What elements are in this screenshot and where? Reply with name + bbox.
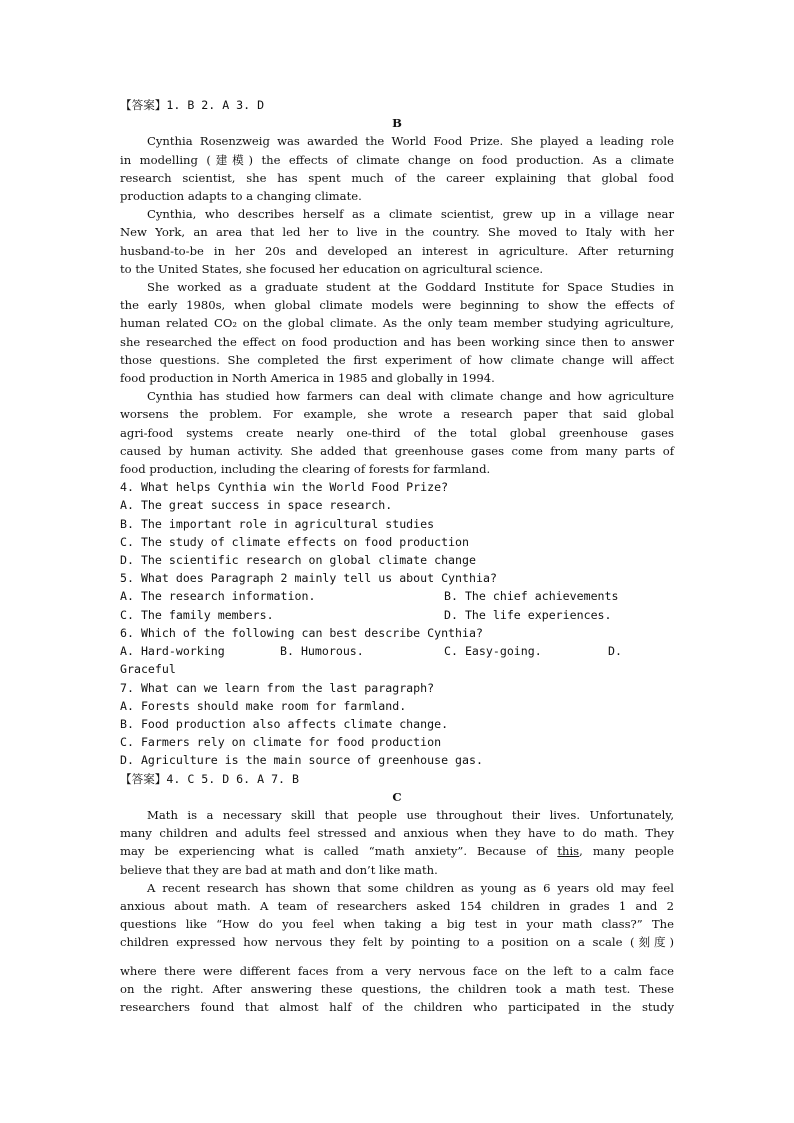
section-heading-c: C [392, 789, 402, 804]
text-line: human related CO₂ on the global climate. As the only team member studying agriculture, [120, 316, 674, 331]
text-line: anxious about math. A team of researchers asked 154 children in grades 1 and 2 [120, 898, 674, 913]
option-c: C. The study of climate effects on food production [120, 534, 470, 549]
option-c: C. Easy-going. [444, 644, 542, 659]
option-b: B. Food production also affects climate change. [120, 716, 449, 731]
passage-b-paragraph-1 [120, 132, 674, 205]
text-line: Cynthia Rosenzweig was awarded the World Food Prize. She played a leading role [147, 134, 674, 149]
option-b: B. The important role in agricultural studies [120, 516, 435, 531]
text-line [120, 842, 674, 860]
text-segment: , many people [579, 844, 674, 859]
question-5 [120, 569, 674, 624]
option-a: A. The research information. [120, 589, 316, 604]
option-a: A. Forests should make room for farmland. [120, 698, 407, 713]
option-d: D. [608, 644, 622, 659]
text-line: Cynthia has studied how farmers can deal with climate change and how agriculture [147, 389, 674, 404]
text-line: the early 1980s, when global climate models were beginning to show the effects of [120, 298, 674, 313]
text-line: Math is a necessary skill that people use throughout their lives. Unfortunately, [147, 807, 674, 822]
question-stem: 4. What helps Cynthia win the World Food Prize? [120, 480, 449, 495]
text-line: many children and adults feel stressed and anxious when they have to do math. They [120, 826, 674, 841]
passage-c-paragraph-2 [120, 879, 674, 1016]
text-line: researchers found that almost half of the children who participated in the study [120, 999, 674, 1014]
question-stem: 5. What does Paragraph 2 mainly tell us about Cynthia? [120, 571, 497, 586]
underlined-word: this [557, 844, 580, 859]
text-line: production adapts to a changing climate. [120, 189, 362, 204]
text-line: husband-to-be in her 20s and developed an interest in agriculture. After returning [120, 243, 674, 258]
text-line: children expressed how nervous they felt by pointing to a position on a scale (刻度) [120, 935, 674, 950]
passage-b-paragraph-4 [120, 387, 674, 478]
option-b: B. Humorous. [280, 644, 364, 659]
text-line: questions like “How do you feel when taking a big test in your math class?” The [120, 917, 674, 932]
option-d-continued: Graceful [120, 662, 176, 677]
text-line: research scientist, she has spent much of the career explaining that global food [120, 170, 674, 185]
option-c: C. The family members. [120, 607, 274, 622]
text-line: caused by human activity. She added that greenhouse gases come from many parts of [120, 443, 674, 458]
question-6 [120, 624, 674, 679]
options-row [120, 587, 674, 605]
text-line: food production in North America in 1985 and globally in 1994. [120, 371, 495, 386]
document-page [120, 96, 674, 1016]
text-line: where there were different faces from a very nervous face on the left to a calm face [120, 963, 674, 978]
text-segment: may be experiencing what is called “math anxiety”. Because of [120, 844, 558, 859]
text-line: those questions. She completed the first experiment of how climate change will affect [120, 352, 674, 367]
text-line: New York, an area that led her to live in the country. She moved to Italy with her [120, 225, 674, 240]
text-line: worsens the problem. For example, she wrote a research paper that said global [120, 407, 674, 422]
question-stem: 6. Which of the following can best describe Cynthia? [120, 625, 483, 640]
text-line: food production, including the clearing of forests for farmland. [120, 462, 491, 477]
option-a: A. Hard-working [120, 644, 225, 659]
text-line: to the United States, she focused her education on agricultural science. [120, 261, 544, 276]
option-b: B. The chief achievements [444, 589, 619, 604]
question-7 [120, 679, 674, 770]
text-line: she researched the effect on food production and has been working since then to answer [120, 334, 674, 349]
text-line: on the right. After answering these questions, the children took a math test. These [120, 981, 674, 996]
option-c: C. Farmers rely on climate for food production [120, 735, 442, 750]
options-row [120, 642, 674, 660]
options-row [120, 606, 674, 624]
passage-b-paragraph-2 [120, 205, 674, 278]
passage-b-paragraph-3 [120, 278, 674, 387]
passage-c-paragraph-1 [120, 806, 674, 879]
section-heading-b: B [392, 116, 402, 131]
question-stem: 7. What can we learn from the last paragraph? [120, 680, 435, 695]
answer-key-2: 【答案】4. C 5. D 6. A 7. B [120, 771, 299, 786]
answer-key-1: 【答案】1. B 2. A 3. D [120, 98, 265, 112]
text-line: believe that they are bad at math and don’t like math. [120, 862, 438, 877]
option-d: D. The life experiences. [444, 607, 612, 622]
question-4 [120, 478, 674, 569]
option-d: D. Agriculture is the main source of greenhouse gas. [120, 753, 483, 768]
text-line: Cynthia, who describes herself as a climate scientist, grew up in a village near [147, 207, 674, 222]
option-d: D. The scientific research on global climate change [120, 553, 476, 568]
text-line: A recent research has shown that some children as young as 6 years old may feel [147, 880, 674, 895]
text-line: in modelling (建模) the effects of climate change on food production. As a climate [120, 152, 674, 167]
option-a: A. The great success in space research. [120, 498, 393, 513]
text-line: agri-food systems create nearly one-third of the total global greenhouse gases [120, 425, 674, 440]
text-line: She worked as a graduate student at the Goddard Institute for Space Studies in [147, 280, 674, 295]
